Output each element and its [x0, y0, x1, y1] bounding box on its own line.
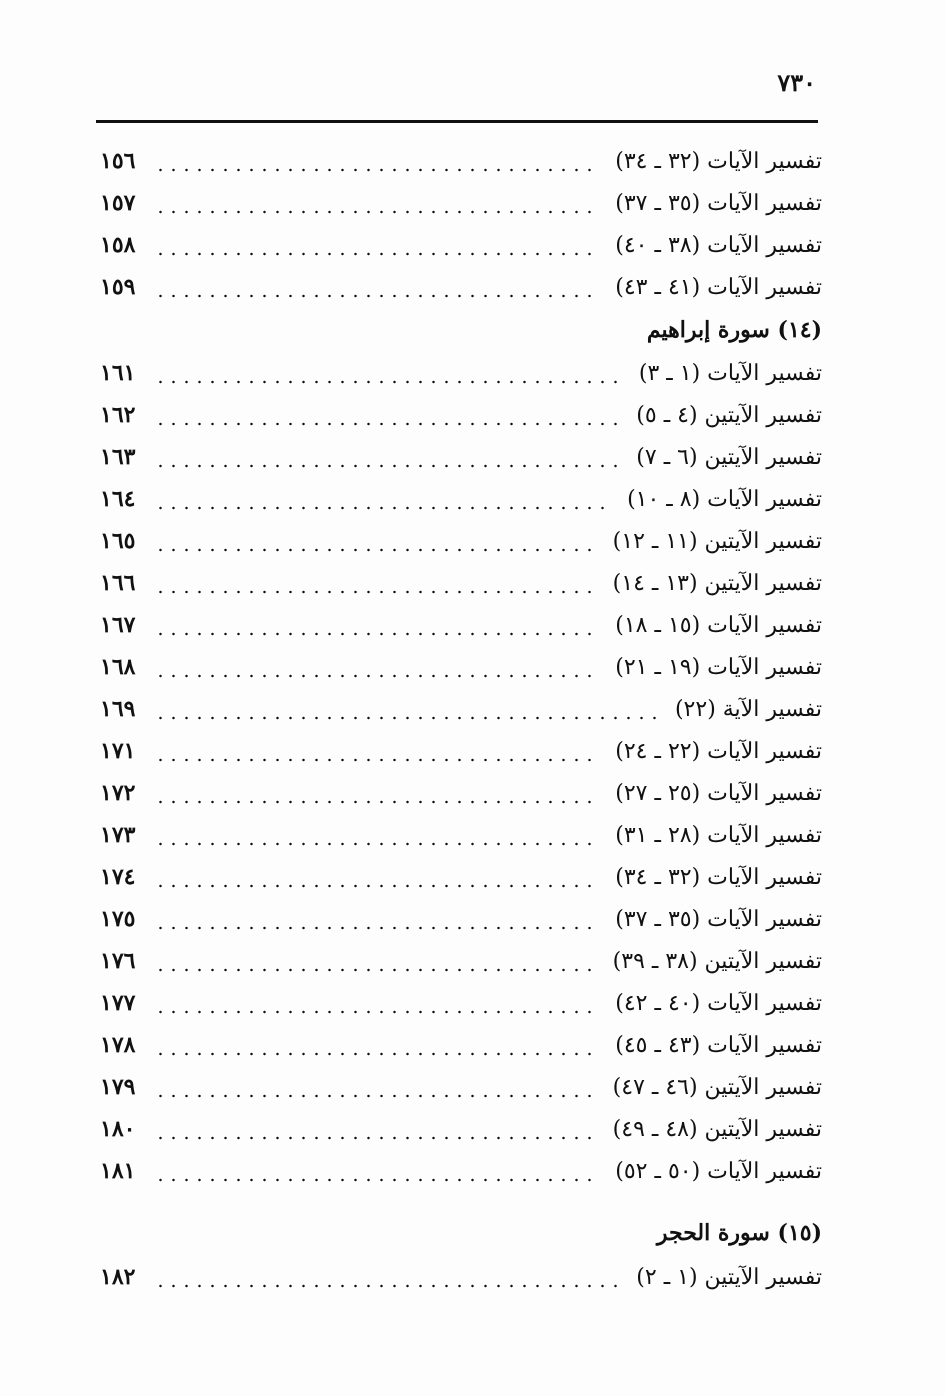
toc-entry [100, 1256, 822, 1298]
toc-entry-page: ١٨١ [100, 1158, 136, 1184]
dot-leader [154, 191, 599, 215]
page-number: ٧٣٠ [777, 68, 816, 97]
toc-entry-page: ١٧٣ [100, 822, 136, 848]
toc-entry-title: تفسير الآيات (٥٠ ـ ٥٢) [615, 1158, 822, 1184]
toc-entry-page: ١٧٤ [100, 864, 136, 890]
dot-leader [154, 739, 599, 763]
toc-entry-page: ١٦٩ [100, 696, 136, 722]
section-heading-al-hijr: (١٥) سورة الحجر [656, 1220, 822, 1246]
toc-entry-title: تفسير الآيات (٣٥ ـ ٣٧) [615, 906, 822, 932]
toc-entry-title: تفسير الآيتين (٤٦ ـ ٤٧) [612, 1074, 822, 1100]
toc-entry [100, 266, 822, 308]
toc-entry-page: ١٦١ [100, 360, 136, 386]
toc-entry-title: تفسير الآيات (٤٠ ـ ٤٢) [615, 990, 822, 1016]
dot-leader [154, 487, 611, 511]
toc-entry [100, 730, 822, 772]
toc-entry-page: ١٦٨ [100, 654, 136, 680]
toc-entry-page: ١٦٧ [100, 612, 136, 638]
dot-leader [154, 529, 597, 553]
toc-entry [100, 478, 822, 520]
toc-entry-title: تفسير الآيتين (٦ ـ ٧) [636, 444, 822, 470]
toc-entry [100, 182, 822, 224]
toc-entry-title: تفسير الآيتين (١ ـ ٢) [636, 1264, 822, 1290]
toc-entry [100, 352, 822, 394]
dot-leader [154, 445, 620, 469]
dot-leader [154, 655, 599, 679]
table-of-contents [100, 140, 822, 1298]
toc-entry-title: تفسير الآيات (٣٢ ـ ٣٤) [615, 864, 822, 890]
toc-entry-title: تفسير الآيات (٢٢ ـ ٢٤) [615, 738, 822, 764]
toc-entry-title: تفسير الآيات (٣٨ ـ ٤٠) [615, 232, 822, 258]
toc-entry-title: تفسير الآيات (٤١ ـ ٤٣) [615, 274, 822, 300]
dot-leader [154, 991, 599, 1015]
toc-entry-page: ١٧٧ [100, 990, 136, 1016]
toc-entry [100, 1024, 822, 1066]
header-rule [96, 120, 818, 123]
dot-leader [154, 613, 599, 637]
toc-entry-title: تفسير الآيتين (١٣ ـ ١٤) [612, 570, 822, 596]
toc-entry [100, 394, 822, 436]
toc-entry-title: تفسير الآيات (٣٢ ـ ٣٤) [615, 148, 822, 174]
toc-entry [100, 688, 822, 730]
toc-entry [100, 140, 822, 182]
toc-entry-page: ١٥٩ [100, 274, 136, 300]
dot-leader [154, 149, 599, 173]
toc-entry-page: ١٨٠ [100, 1116, 136, 1142]
dot-leader [154, 823, 599, 847]
entries-group-c [100, 1256, 822, 1298]
toc-entry-title: تفسير الآيات (٣٥ ـ ٣٧) [615, 190, 822, 216]
toc-entry-page: ١٧١ [100, 738, 136, 764]
dot-leader [154, 949, 597, 973]
toc-entry-page: ١٧٥ [100, 906, 136, 932]
toc-entry-page: ١٦٥ [100, 528, 136, 554]
toc-entry [100, 520, 822, 562]
toc-entry-page: ١٥٨ [100, 232, 136, 258]
toc-entry [100, 814, 822, 856]
toc-entry-title: تفسير الآيتين (٤٨ ـ ٤٩) [612, 1116, 822, 1142]
toc-entry-title: تفسير الآية (٢٢) [674, 696, 822, 722]
toc-entry-page: ١٧٨ [100, 1032, 136, 1058]
toc-entry-title: تفسير الآيات (٢٨ ـ ٣١) [615, 822, 822, 848]
toc-entry-page: ١٧٢ [100, 780, 136, 806]
dot-leader [154, 781, 599, 805]
toc-entry [100, 772, 822, 814]
dot-leader [154, 907, 599, 931]
toc-entry [100, 562, 822, 604]
dot-leader [154, 275, 599, 299]
toc-entry-title: تفسير الآيات (١ ـ ٣) [638, 360, 822, 386]
toc-entry [100, 982, 822, 1024]
toc-entry-page: ١٥٦ [100, 148, 136, 174]
toc-entry-page: ١٦٤ [100, 486, 136, 512]
toc-entry-title: تفسير الآيات (٤٣ ـ ٤٥) [615, 1032, 822, 1058]
toc-entry-title: تفسير الآيات (٨ ـ ١٠) [627, 486, 822, 512]
dot-leader [154, 1265, 620, 1289]
dot-leader [154, 571, 597, 595]
dot-leader [154, 865, 599, 889]
dot-leader [154, 233, 599, 257]
toc-entry [100, 436, 822, 478]
entries-group-b [100, 352, 822, 1192]
toc-entry-title: تفسير الآيتين (٤ ـ ٥) [636, 402, 822, 428]
entries-group-a [100, 140, 822, 308]
toc-entry-title: تفسير الآيتين (٣٨ ـ ٣٩) [612, 948, 822, 974]
toc-entry-page: ١٦٣ [100, 444, 136, 470]
toc-entry [100, 1108, 822, 1150]
toc-entry [100, 898, 822, 940]
dot-leader [154, 1159, 599, 1183]
toc-entry [100, 856, 822, 898]
dot-leader [154, 361, 623, 385]
section-heading-ibrahim: (١٤) سورة إبراهيم [646, 317, 822, 343]
dot-leader [154, 1033, 599, 1057]
toc-entry-page: ١٥٧ [100, 190, 136, 216]
toc-entry-page: ١٦٦ [100, 570, 136, 596]
toc-entry-title: تفسير الآيات (٢٥ ـ ٢٧) [615, 780, 822, 806]
toc-entry [100, 940, 822, 982]
dot-leader [154, 1117, 597, 1141]
toc-entry-page: ١٦٢ [100, 402, 136, 428]
toc-entry-page: ١٧٦ [100, 948, 136, 974]
toc-entry-title: تفسير الآيتين (١١ ـ ١٢) [612, 528, 822, 554]
toc-entry-page: ١٨٢ [100, 1264, 136, 1290]
toc-entry [100, 646, 822, 688]
toc-entry [100, 1150, 822, 1192]
toc-entry [100, 604, 822, 646]
toc-entry-title: تفسير الآيات (١٩ ـ ٢١) [615, 654, 822, 680]
dot-leader [154, 1075, 597, 1099]
toc-entry [100, 1066, 822, 1108]
toc-entry-page: ١٧٩ [100, 1074, 136, 1100]
dot-leader [154, 403, 620, 427]
toc-entry-title: تفسير الآيات (١٥ ـ ١٨) [615, 612, 822, 638]
dot-leader [154, 697, 659, 721]
toc-entry [100, 224, 822, 266]
